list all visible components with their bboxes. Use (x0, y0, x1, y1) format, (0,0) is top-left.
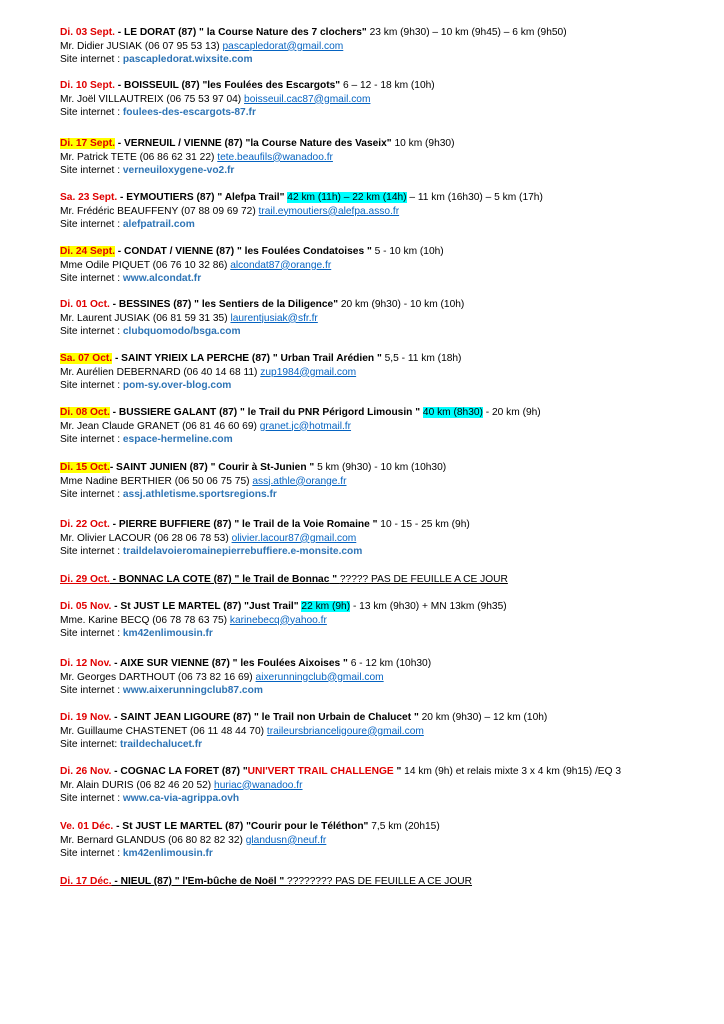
site-label: Site internet : (60, 793, 123, 804)
event-date: Di. 03 Sept. (60, 27, 115, 38)
event-name: Courir pour le Téléthon (250, 821, 364, 832)
event-name: Sentiers de la Diligence (218, 299, 334, 310)
site-link[interactable]: clubquomodo/bsga.com (122, 326, 241, 337)
contact-email[interactable]: alcondat87@orange.fr (230, 259, 332, 271)
event-site (60, 433, 700, 447)
event-name: Course Nature des Vaseix (261, 138, 387, 149)
event-location: - NIEUL (87) " l' (111, 876, 188, 887)
event-site (60, 488, 700, 502)
event-headline (60, 461, 700, 475)
contact-person: Mr. Bernard GLANDUS (06 80 82 82 32) (60, 834, 246, 846)
event-date: Sa. 07 Oct. (60, 353, 113, 364)
event-location: - BESSINES (87) " les (109, 299, 219, 310)
event-contact (60, 312, 700, 326)
event-distances: 10 - 15 - 25 km (9h) (380, 519, 470, 530)
contact-person: Mr. Guillaume CHASTENET (06 11 48 44 70) (60, 725, 267, 737)
event-headline (60, 245, 700, 259)
event-headline (60, 875, 700, 889)
event-location: - BOISSEUIL (87) "les (114, 80, 225, 91)
contact-email[interactable]: granet.jc@hotmail.fr (259, 420, 352, 432)
event-quote: " (333, 299, 341, 310)
event-site (60, 684, 700, 698)
event-name: Just Trail (249, 601, 294, 612)
site-label: Site internet : (60, 546, 123, 557)
event-headline (60, 298, 700, 312)
event-status: ????? PAS DE FEUILLE A CE JOUR (339, 574, 508, 585)
event-date: Di. 01 Oct. (60, 299, 110, 310)
site-label: Site internet : (60, 273, 123, 284)
event-site (60, 218, 700, 232)
contact-email[interactable]: aixerunningclub@gmail.com (255, 671, 384, 683)
site-link[interactable]: foulees-des-escargots-87.fr (122, 107, 256, 118)
site-label: Site internet : (60, 489, 123, 500)
event-quote: " (364, 246, 375, 257)
site-link[interactable]: pascapledorat.wixsite.com (122, 54, 253, 65)
event-date: Di. 24 Sept. (60, 246, 115, 257)
event-name: UNI'VERT TRAIL CHALLENGE (247, 766, 394, 777)
event-site (60, 738, 700, 752)
site-label: Site internet : (60, 434, 123, 445)
contact-person: Mr. Didier JUSIAK (06 07 95 53 13) (60, 40, 223, 52)
event-entry (60, 79, 700, 120)
event-quote: " (393, 766, 405, 777)
event-distances: 20 km (9h30) – 12 km (10h) (421, 712, 548, 723)
event-contact (60, 93, 700, 107)
event-headline (60, 79, 700, 93)
event-name: Foulées Condatoises (261, 246, 365, 257)
event-site (60, 847, 700, 861)
contact-email[interactable]: traileursbrianceligoure@gmail.com (266, 725, 424, 737)
contact-person: Mr. Frédéric BEAUFFENY (07 88 09 69 72) (60, 205, 259, 217)
contact-email[interactable]: pascapledorat@gmail.com (222, 40, 344, 52)
event-name: Trail de Bonnac (253, 574, 330, 585)
event-date: Ve. 01 Déc. (60, 821, 114, 832)
event-headline (60, 657, 700, 671)
event-entry (60, 600, 700, 641)
site-link[interactable]: alefpatrail.com (122, 219, 195, 230)
event-quote: " (374, 353, 385, 364)
event-distances: 14 km (9h) et relais mixte 3 x 4 km (9h15) /EQ 3 (404, 766, 622, 777)
site-link[interactable]: assj.athletisme.sportsregions.fr (122, 489, 277, 500)
event-headline (60, 573, 700, 587)
event-contact (60, 40, 700, 54)
event-location: - CONDAT / VIENNE (87) " les (114, 246, 262, 257)
event-distances: 5 km (9h30) - 10 km (10h30) (317, 462, 447, 473)
event-location: - PIERRE BUFFIERE (87) " le (109, 519, 254, 530)
site-label: Site internet : (60, 848, 123, 859)
event-contact (60, 366, 700, 380)
contact-email[interactable]: boisseuil.cac87@gmail.com (244, 93, 371, 105)
site-link[interactable]: traildechalucet.fr (120, 739, 203, 750)
event-headline (60, 820, 700, 834)
event-name: Alefpa Trail (224, 192, 280, 203)
event-quote: " (306, 462, 318, 473)
contact-email[interactable]: tete.beaufils@wanadoo.fr (217, 151, 333, 163)
event-quote: " (335, 80, 343, 91)
event-location: - BUSSIERE GALANT (87) " le (109, 407, 259, 418)
event-contact (60, 779, 700, 793)
event-quote: " (329, 574, 340, 585)
event-quote: " (411, 712, 422, 723)
event-entry (60, 711, 700, 752)
event-location: - LE DORAT (87) " la (114, 27, 219, 38)
contact-person: Mr. Joël VILLAUTREIX (06 75 53 97 04) (60, 93, 245, 105)
event-location: - St JUST LE MARTEL (87) " (111, 601, 249, 612)
event-entry (60, 245, 700, 286)
event-location: - SAINT YRIEIX LA PERCHE (87) " (112, 353, 281, 364)
event-name: Foulées des Escargots (224, 80, 336, 91)
site-link[interactable]: www.ca-via-agrippa.ovh (122, 793, 240, 804)
event-site (60, 53, 700, 67)
contact-email[interactable]: huriac@wanadoo.fr (214, 779, 303, 791)
event-name: Course Nature des 7 clochers (218, 27, 362, 38)
event-name: Trail du PNR Périgord Limousin (259, 407, 413, 418)
event-date: Di. 29 Oct. (60, 574, 110, 585)
event-distances: 6 - 12 km (10h30) (350, 658, 432, 669)
event-headline (60, 26, 700, 40)
contact-email[interactable]: trail.eymoutiers@alefpa.asso.fr (258, 205, 400, 217)
event-headline (60, 352, 700, 366)
event-location: - BONNAC LA COTE (87) " le (109, 574, 254, 585)
event-distances-highlighted: 40 km (8h30) (422, 407, 483, 418)
contact-email[interactable]: glandusn@neuf.fr (245, 834, 327, 846)
event-status: ???????? PAS DE FEUILLE A CE JOUR (287, 876, 473, 887)
event-distances: 5,5 - 11 km (18h) (384, 353, 462, 364)
contact-person: Mr. Aurélien DEBERNARD (06 40 14 68 11) (60, 366, 261, 378)
contact-email[interactable]: olivier.lacour87@gmail.com (231, 532, 357, 544)
event-entry (60, 765, 700, 806)
event-name: Em-bûche de Noël (187, 876, 277, 887)
site-label: Site internet : (60, 628, 123, 639)
contact-email[interactable]: assj.athle@orange.fr (252, 475, 347, 487)
contact-person: Mme. Karine BECQ (06 78 78 63 75) (60, 614, 230, 626)
event-site (60, 164, 700, 178)
event-site (60, 545, 700, 559)
event-quote: " (386, 138, 395, 149)
event-contact (60, 151, 700, 165)
event-headline (60, 765, 700, 779)
event-site (60, 325, 700, 339)
site-label: Site internet : (60, 165, 123, 176)
event-distances: 6 – 12 - 18 km (10h) (342, 80, 435, 91)
event-date: Di. 22 Oct. (60, 519, 110, 530)
site-label: Site internet: (60, 739, 121, 750)
event-headline (60, 711, 700, 725)
event-contact (60, 205, 700, 219)
event-date: Di. 17 Déc. (60, 876, 112, 887)
event-entry (60, 406, 700, 447)
contact-person: Mme Odile PIQUET (06 76 10 32 86) (60, 259, 231, 271)
site-link[interactable]: www.aixerunningclub87.com (122, 685, 263, 696)
event-distances: 23 km (9h30) – 10 km (9h45) – 6 km (9h50) (369, 27, 567, 38)
event-entry (60, 137, 700, 178)
event-entry (60, 461, 700, 502)
event-quote: " (293, 601, 302, 612)
event-entry (60, 875, 700, 889)
event-name: Trail non Urbain de Chalucet (272, 712, 412, 723)
event-quote: " (369, 519, 381, 530)
contact-person: Mme Nadine BERTHIER (06 50 06 75 75) (60, 475, 253, 487)
site-link[interactable]: verneuiloxygene-vo2.fr (122, 165, 235, 176)
event-headline (60, 191, 700, 205)
event-entry (60, 26, 700, 67)
event-entry (60, 352, 700, 393)
event-name: Foulées Aixoises (257, 658, 341, 669)
event-date: Di. 12 Nov. (60, 658, 112, 669)
event-entry (60, 191, 700, 232)
contact-email[interactable]: karinebecq@yahoo.fr (229, 614, 327, 626)
event-location: - SAINT JEAN LIGOURE (87) " le (111, 712, 273, 723)
event-date: Di. 08 Oct. (60, 407, 110, 418)
event-distances: 5 - 10 km (10h) (374, 246, 444, 257)
site-link[interactable]: traildelavoieromainepierrebuffiere.e-monsite.com (122, 546, 363, 557)
contact-email[interactable]: zup1984@gmail.com (260, 366, 357, 378)
event-quote: " (412, 407, 423, 418)
contact-person: Mr. Laurent JUSIAK (06 81 59 31 35) (60, 312, 231, 324)
event-contact (60, 834, 700, 848)
event-name: Urban Trail Arédien (280, 353, 375, 364)
event-location: - AIXE SUR VIENNE (87) " les (111, 658, 258, 669)
event-site (60, 272, 700, 286)
event-date: Di. 05 Nov. (60, 601, 112, 612)
site-link[interactable]: km42enlimousin.fr (122, 848, 213, 859)
event-headline (60, 406, 700, 420)
site-link[interactable]: espace-hermeline.com (122, 434, 233, 445)
contact-person: Mr. Jean Claude GRANET (06 81 46 60 69) (60, 420, 260, 432)
event-quote: " (363, 821, 372, 832)
event-location: - St JUST LE MARTEL (87) " (113, 821, 251, 832)
event-location: - VERNEUIL / VIENNE (87) "la (114, 138, 262, 149)
event-distances-highlighted: 42 km (11h) – 22 km (14h) (287, 192, 407, 203)
site-link[interactable]: pom-sy.over-blog.com (122, 380, 232, 391)
event-distances: 10 km (9h30) (394, 138, 455, 149)
event-headline (60, 518, 700, 532)
event-date: Di. 15 Oct. (60, 462, 110, 473)
event-quote: " (279, 192, 288, 203)
event-date: Di. 10 Sept. (60, 80, 115, 91)
event-entry (60, 657, 700, 698)
event-quote: " (361, 27, 370, 38)
contact-person: Mr. Olivier LACOUR (06 28 06 78 53) (60, 532, 232, 544)
event-date: Di. 19 Nov. (60, 712, 112, 723)
contact-person: Mr. Patrick TETE (06 86 62 31 22) (60, 151, 218, 163)
event-date: Di. 26 Nov. (60, 766, 112, 777)
event-distances-highlighted: 22 km (9h) (301, 601, 351, 612)
event-quote: " (276, 876, 288, 887)
site-link[interactable]: km42enlimousin.fr (122, 628, 213, 639)
site-label: Site internet : (60, 219, 123, 230)
event-entry (60, 518, 700, 559)
event-entry (60, 820, 700, 861)
event-name: Courir à St-Junien (218, 462, 307, 473)
event-distances: 7,5 km (20h15) (371, 821, 440, 832)
event-site (60, 379, 700, 393)
event-date: Di. 17 Sept. (60, 138, 115, 149)
site-label: Site internet : (60, 326, 123, 337)
event-contact (60, 259, 700, 273)
event-date: Sa. 23 Sept. (60, 192, 118, 203)
event-contact (60, 420, 700, 434)
contact-person: Mr. Georges DARTHOUT (06 73 82 16 69) (60, 671, 256, 683)
event-entry (60, 298, 700, 339)
event-contact (60, 532, 700, 546)
event-location: - EYMOUTIERS (87) " (117, 192, 225, 203)
event-distances: - 20 km (9h) (482, 407, 541, 418)
site-label: Site internet : (60, 54, 123, 65)
event-distances: - 13 km (9h30) + MN 13km (9h35) (350, 601, 507, 612)
event-quote: " (340, 658, 351, 669)
event-site (60, 106, 700, 120)
contact-email[interactable]: laurentjusiak@sfr.fr (230, 312, 318, 324)
site-label: Site internet : (60, 685, 123, 696)
event-headline (60, 600, 700, 614)
event-contact (60, 671, 700, 685)
site-label: Site internet : (60, 107, 123, 118)
event-site (60, 792, 700, 806)
event-distances: 20 km (9h30) - 10 km (10h) (340, 299, 465, 310)
site-label: Site internet : (60, 380, 123, 391)
event-headline (60, 137, 700, 151)
contact-person: Mr. Alain DURIS (06 82 46 20 52) (60, 779, 215, 791)
site-link[interactable]: www.alcondat.fr (122, 273, 202, 284)
event-contact (60, 614, 700, 628)
event-contact (60, 475, 700, 489)
event-location: - COGNAC LA FORET (87) " (111, 766, 248, 777)
event-distances: – 11 km (16h30) – 5 km (17h) (406, 192, 543, 203)
event-entry (60, 573, 700, 587)
event-location: - SAINT JUNIEN (87) " (109, 462, 219, 473)
event-name: Trail de la Voie Romaine (253, 519, 370, 530)
event-site (60, 627, 700, 641)
event-contact (60, 725, 700, 739)
